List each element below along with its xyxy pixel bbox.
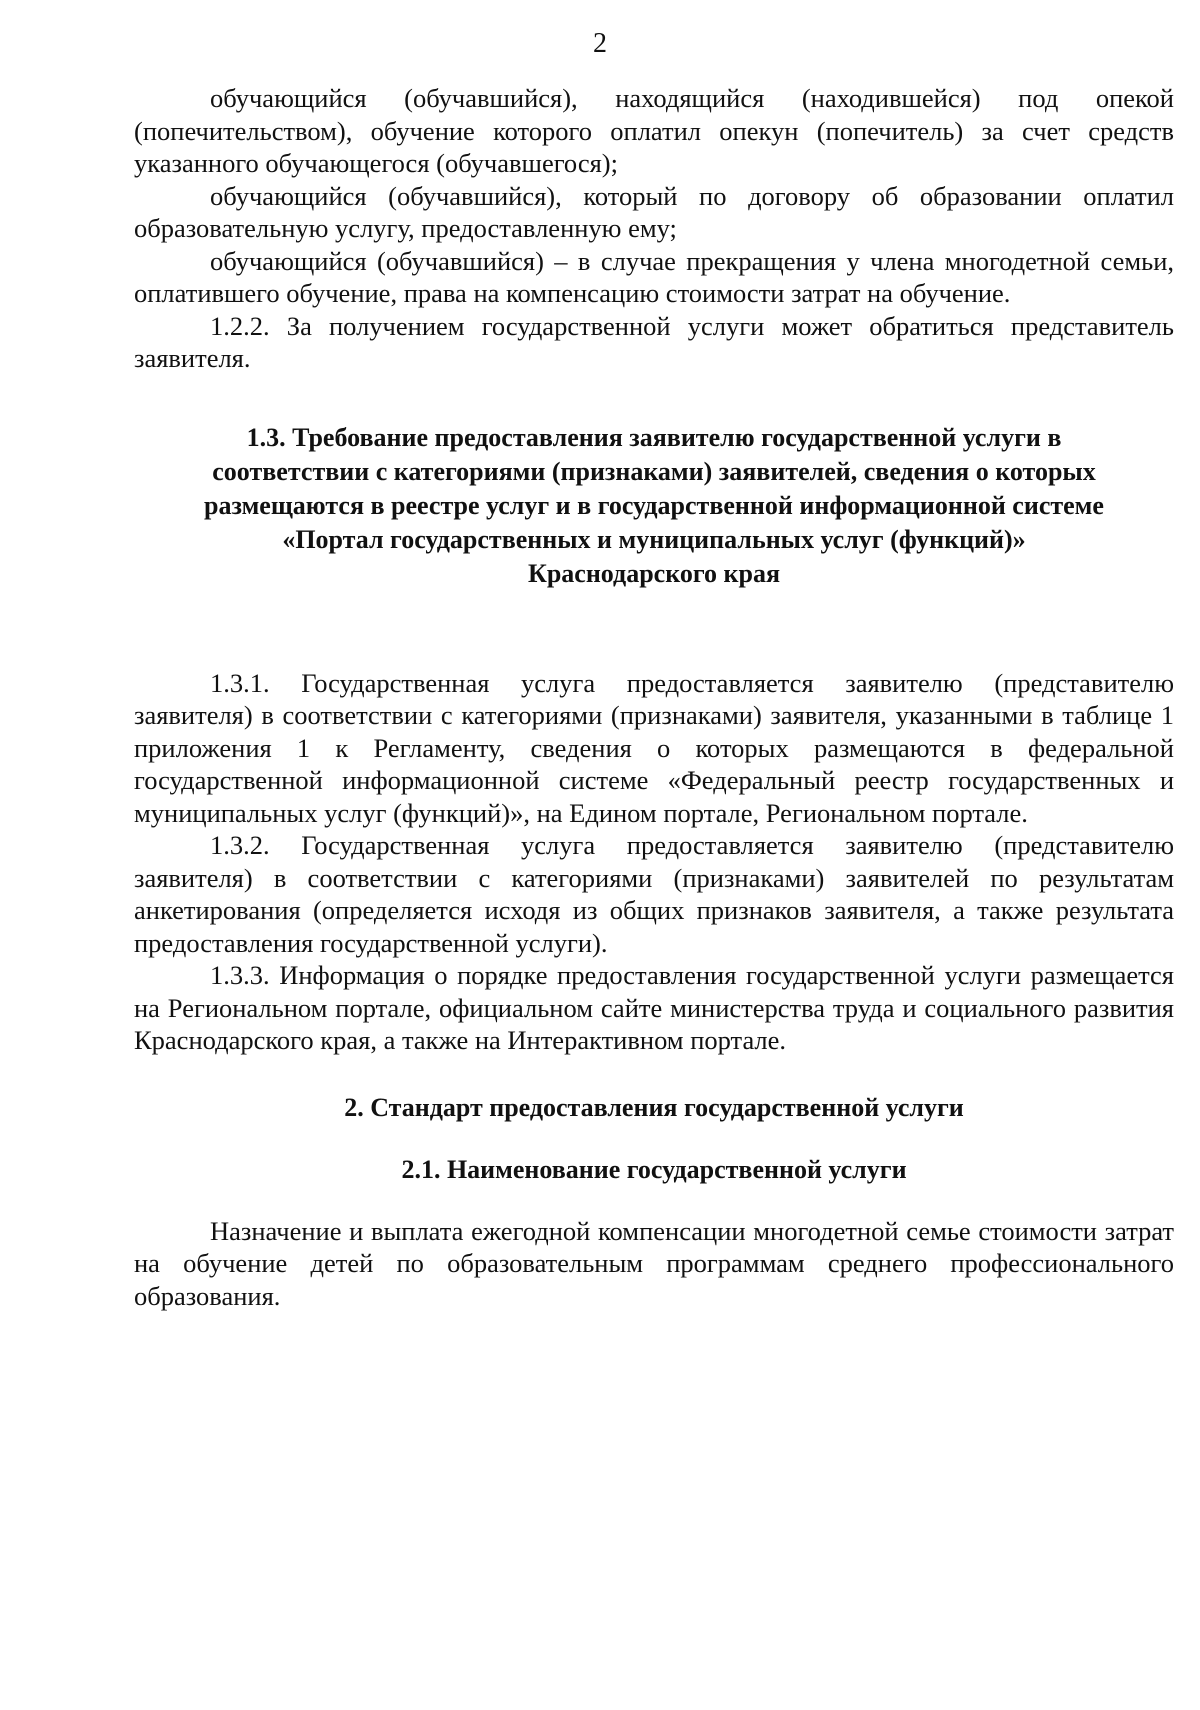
paragraph-guardianship: обучающийся (обучавшийся), находящийся (находившейся) под опекой (попечительством), обучение которого оплатил опекун (попечитель) за счет средств указанного обучающегося (обучавшегося); [134,83,1174,178]
page-content [134,82,1174,1312]
paragraph-1-3-1: 1.3.1. Государственная услуга предоставляется заявителю (представителю заявителя) в соответствии с категориями (признаками) заявителя, указанными в таблице 1 приложения 1 к Регламенту, сведения о которых размещаются в федеральной государственной информационной системе «Федеральный реестр государственных и муниципальных услуг (функций)», на Едином портале, Региональном портале. [134,667,1174,828]
paragraph-compensation-termination: обучающийся (обучавшийся) – в случае прекращения у члена многодетной семьи, оплатившего обучение, права на компенсацию стоимости затрат на обучение. [134,245,1174,308]
section-heading-2-1: 2.1. Наименование государственной услуги [401,1154,907,1184]
paragraph-1-3-3: 1.3.3. Информация о порядке предоставления государственной услуги размещается на Региональном портале, официальном сайте министерства труда и социального развития Краснодарского края, а также на Интерактивном портале. [134,960,1174,1055]
paragraph-1-3-2: 1.3.2. Государственная услуга предоставляется заявителю (представителю заявителя) в соответствии с категориями (признаками) заявителей по результатам анкетирования (определяется исходя из общих признаков заявителя, а также результата предоставления государственной услуги). [134,830,1174,958]
paragraph-2-1: Назначение и выплата ежегодной компенсации многодетной семье стоимости затрат на обучение детей по образовательным программам среднего профессионального образования. [134,1215,1174,1311]
section-heading-1-3: 1.3. Требование предоставления заявителю государственной услуги в соответствии с категориями (признаками) заявителей, сведения о которых размещаются в реестре услуг и в государственной информационной системе «Портал государственных и муниципальных услуг (функций)» Краснодарского края [204,422,1104,588]
section-heading-2: 2. Стандарт предоставления государственной услуги [344,1092,964,1122]
paragraph-self-paid: обучающийся (обучавшийся), который по договору об образовании оплатил образовательную услугу, предоставленную ему; [134,180,1174,243]
paragraph-1-2-2: 1.2.2. За получением государственной услуги может обратиться представитель заявителя. [134,310,1174,373]
page-number: 2 [593,28,607,59]
